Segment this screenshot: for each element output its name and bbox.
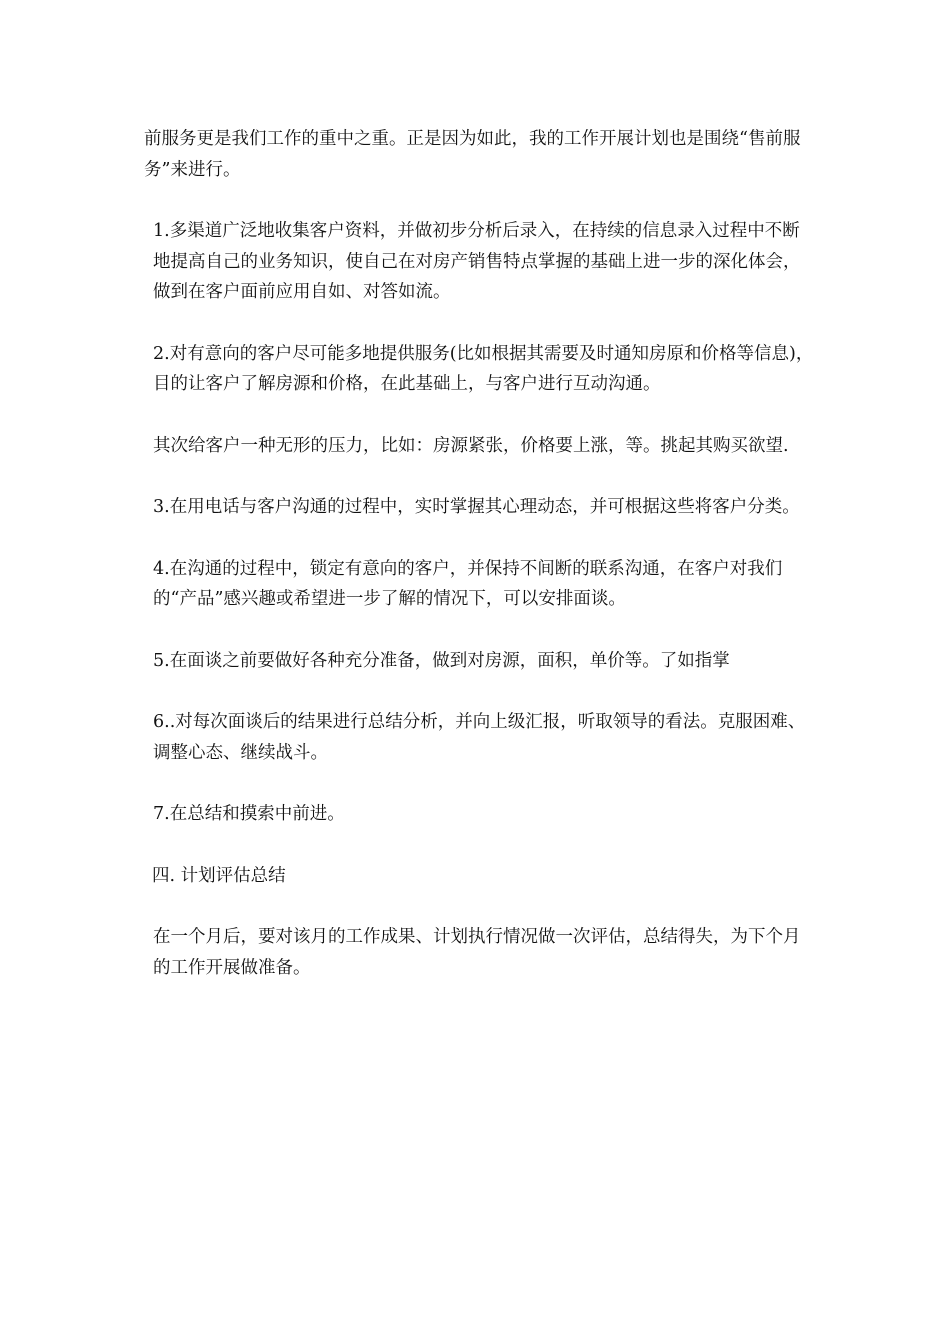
paragraph-item-4: 4.在沟通的过程中，锁定有意向的客户，并保持不间断的联系沟通，在客户对我们的“产品”感兴趣或希望进一步了解的情况下，可以安排面谈。: [153, 558, 783, 609]
paragraph-item-1: 1.多渠道广泛地收集客户资料，并做初步分析后录入，在持续的信息录入过程中不断地提高自己的业务知识，使自己在对房产销售特点掌握的基础上进一步的深化体会，做到在客户面前应用自如、对答如流。: [153, 221, 801, 302]
document-body: [144, 124, 814, 1014]
paragraph-item-6: 6..对每次面谈后的结果进行总结分析，并向上级汇报，听取领导的看法。克服困难、调整心态、继续战斗。: [153, 712, 806, 763]
paragraph-item-5: 5.在面谈之前要做好各种充分准备，做到对房源，面积，单价等。了如指掌: [153, 650, 730, 671]
section-heading-plan-evaluation: 四. 计划评估总结: [152, 865, 286, 886]
paragraph-item-3: 3.在用电话与客户沟通的过程中，实时掌握其心理动态，并可根据这些将客户分类。: [153, 497, 800, 517]
paragraph-item-2-continued: 其次给客户一种无形的压力，比如：房源紧张，价格要上涨，等。挑起其购买欲望.: [153, 435, 789, 456]
paragraph-intro: 前服务更是我们工作的重中之重。正是因为如此，我的工作开展计划也是围绕“售前服务”来进行。: [144, 129, 801, 180]
paragraph-evaluation: 在一个月后，要对该月的工作成果、计划执行情况做一次评估，总结得失，为下个月的工作开展做准备。: [153, 927, 801, 978]
paragraph-item-7: 7.在总结和摸索中前进。: [153, 804, 345, 824]
paragraph-item-2: 2.对有意向的客户尽可能多地提供服务(比如根据其需要及时通知房原和价格等信息)，目的让客户了解房源和价格，在此基础上，与客户进行互动沟通。: [153, 343, 814, 394]
